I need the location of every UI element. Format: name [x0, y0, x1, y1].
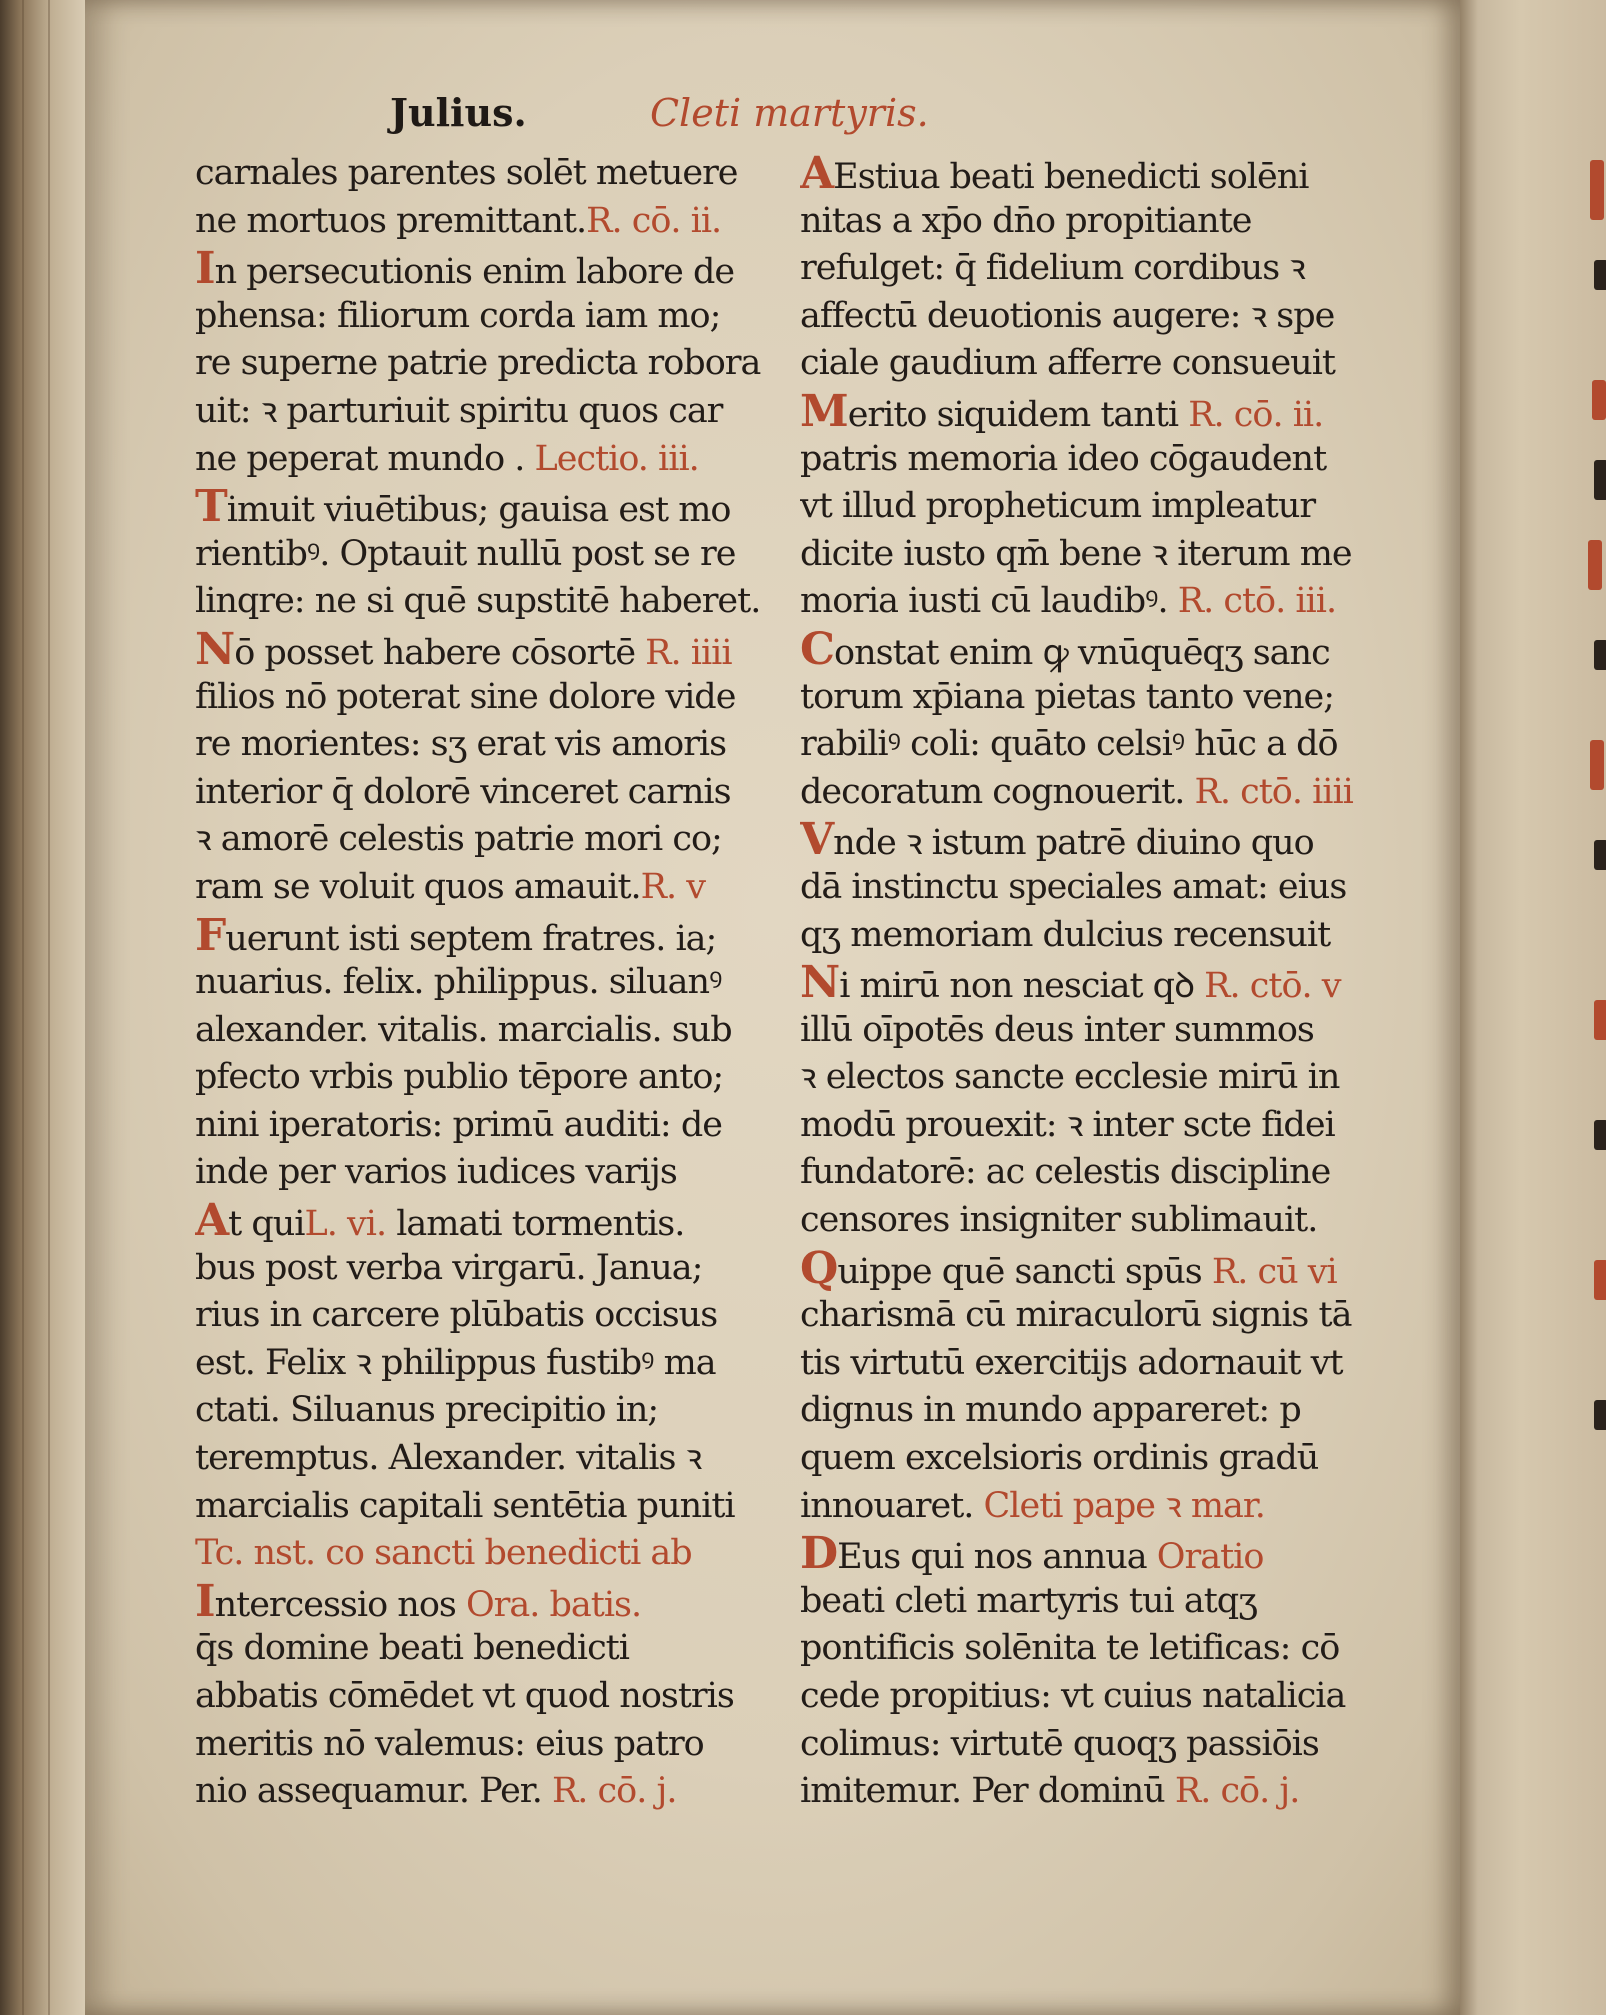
adjacent-page-text-mark: [1594, 840, 1606, 870]
body-text: qʒ memoriam dulcius recensuit: [800, 914, 1331, 955]
text-line: [195, 531, 785, 579]
text-line: [800, 959, 1390, 1007]
text-line: [800, 1578, 1390, 1626]
rubricated-initial: A: [195, 1197, 229, 1245]
body-text: phensa: filiorum corda iam mo;: [195, 295, 721, 336]
rubric-text: R. ctō. iiii: [1194, 771, 1353, 812]
adjacent-page-rubric-mark: [1590, 160, 1604, 220]
body-text: moria iusti cū laudibꝰ.: [800, 581, 1178, 622]
rubric-text: R. cō. j.: [1174, 1771, 1300, 1812]
text-line: [800, 721, 1390, 769]
body-text: filios nō poterat sine dolore vide: [195, 676, 736, 717]
text-line: [195, 340, 785, 388]
body-text: dicite iusto qm̄ bene ꝛ iterum me: [800, 533, 1352, 574]
body-text: ram se voluit quos amauit.: [195, 866, 641, 907]
rubricated-initial: D: [800, 1530, 838, 1578]
rubric-text: R. ctō. iii.: [1177, 581, 1337, 622]
body-text: bus post verba virgarū. Janua;: [195, 1247, 703, 1288]
rubricated-initial: C: [800, 625, 835, 674]
adjacent-page-text-mark: [1594, 640, 1606, 670]
rubric-text: R. cō. ii.: [1188, 394, 1324, 435]
text-line: [195, 483, 785, 531]
body-text: ctati. Siluanus precipitio in;: [195, 1390, 659, 1431]
body-text: erito siquidem tanti: [847, 394, 1189, 435]
adjacent-page-text-mark: [1594, 1120, 1606, 1150]
text-line: [195, 1578, 785, 1626]
rubricated-initial: I: [195, 1577, 215, 1626]
body-text: onstat enim ꝙ vnūquēqʒ sanc: [834, 632, 1330, 673]
text-line: [195, 150, 785, 198]
text-line: [195, 198, 785, 246]
rubricated-initial: M: [800, 387, 848, 436]
text-line: [195, 1340, 785, 1388]
text-line: [195, 1197, 785, 1245]
body-text: uippe quē sancti spūs: [837, 1251, 1212, 1292]
rubric-text: R. ctō. v: [1204, 966, 1341, 1007]
text-line: [800, 674, 1390, 722]
body-text: imuit viuētibus; gauisa est mo: [226, 490, 731, 531]
rubric-text: R. v: [640, 866, 706, 907]
text-line: [800, 1387, 1390, 1435]
text-line: [195, 721, 785, 769]
text-line: [800, 531, 1390, 579]
left-page-edge-inner: [48, 0, 50, 2015]
rubric-text: Oratio: [1156, 1537, 1264, 1578]
body-text: nde ꝛ istum patrē diuino quo: [833, 823, 1314, 864]
text-line: [195, 674, 785, 722]
text-line: [195, 436, 785, 484]
text-line: [800, 483, 1390, 531]
adjacent-page-rubric-mark: [1594, 1000, 1606, 1040]
text-line: [195, 912, 785, 960]
body-text: Eus qui nos annua: [837, 1537, 1157, 1578]
body-text: imitemur. Per dominū: [800, 1771, 1175, 1812]
text-line: [195, 1530, 785, 1578]
running-head-feast: Cleti martyris.: [649, 91, 929, 135]
body-text: ciale gaudium afferre consueuit: [800, 343, 1335, 384]
text-line: [800, 864, 1390, 912]
text-line: [800, 626, 1390, 674]
body-text: nini iperatoris: primū auditi: de: [195, 1104, 722, 1145]
text-line: [195, 1245, 785, 1293]
text-line: [195, 626, 785, 674]
body-text: dignus in mundo appareret: p: [800, 1390, 1301, 1431]
body-text: innouaret.: [800, 1485, 984, 1526]
body-text: q̄s domine beati benedicti: [195, 1628, 629, 1669]
body-text: n persecutionis enim labore de: [214, 252, 735, 293]
adjacent-page-rubric-mark: [1594, 1260, 1606, 1300]
text-line: [195, 293, 785, 341]
body-text: ꝛ amorē celestis patrie mori co;: [195, 819, 722, 860]
body-text: colimus: virtutē quoqʒ passiōis: [800, 1723, 1319, 1764]
body-text: affectū deuotionis augere: ꝛ spe: [800, 295, 1335, 336]
adjacent-page-text-mark: [1594, 260, 1606, 290]
body-text: ne mortuos premittant.: [195, 200, 587, 241]
body-text: est. Felix ꝛ philippus fustibꝰ ma: [195, 1342, 716, 1383]
text-line: [800, 245, 1390, 293]
text-line: [195, 864, 785, 912]
body-text: modū prouexit: ꝛ inter scte fidei: [800, 1104, 1335, 1145]
adjacent-page-rubric-mark: [1592, 380, 1606, 420]
text-line: [800, 1102, 1390, 1150]
body-text: decoratum cognouerit.: [800, 771, 1195, 812]
body-text: alexander. vitalis. marcialis. sub: [195, 1009, 732, 1050]
rubric-text: R. cū vi: [1211, 1251, 1337, 1292]
text-line: [800, 816, 1390, 864]
text-line: [195, 1768, 785, 1816]
text-line: [800, 293, 1390, 341]
body-text: teremptus. Alexander. vitalis ꝛ: [195, 1438, 702, 1479]
text-line: [195, 245, 785, 293]
rubricated-initial: N: [195, 625, 235, 674]
body-text: lamati tormentis.: [386, 1204, 685, 1245]
text-line: [800, 340, 1390, 388]
adjacent-page-edge: [1470, 0, 1606, 2015]
body-text: abbatis cōmēdet vt quod nostris: [195, 1676, 734, 1716]
adjacent-page-rubric-mark: [1590, 740, 1604, 790]
body-text: illū oīpotēs deus inter summos: [800, 1009, 1314, 1050]
text-line: [800, 1007, 1390, 1055]
text-line: [800, 1245, 1390, 1293]
body-text: t qui: [228, 1204, 305, 1245]
text-line: [800, 1625, 1390, 1673]
body-text: rabiliꝰ coli: quāto celsiꝰ hūc a dō: [800, 724, 1338, 765]
text-line: [800, 1197, 1390, 1245]
running-head: [390, 88, 929, 138]
body-text: meritis nō valemus: eius patro: [195, 1723, 704, 1764]
text-line: [800, 1530, 1390, 1578]
text-line: [195, 959, 785, 1007]
text-line: [195, 816, 785, 864]
body-text: vt illud propheticum impleatur: [800, 486, 1316, 527]
rubricated-initial: I: [195, 245, 215, 293]
body-text: rius in carcere plūbatis occisus: [195, 1295, 718, 1336]
text-line: [800, 1768, 1390, 1816]
text-line: [195, 1483, 785, 1531]
body-text: torum xp̄iana pietas tanto vene;: [800, 676, 1335, 717]
text-line: [800, 1483, 1390, 1531]
body-text: quem excelsioris ordinis gradū: [800, 1438, 1319, 1479]
body-text: re morientes: sʒ erat vis amoris: [195, 724, 727, 765]
rubric-text: Tc. nst. co sancti benedicti ab: [195, 1533, 692, 1574]
text-line: [800, 436, 1390, 484]
body-text: Estiua beati benedicti solēni: [833, 157, 1309, 197]
body-text: cede propitius: vt cuius natalicia: [800, 1676, 1346, 1716]
text-line: [800, 1292, 1390, 1340]
body-text: interior q̄ dolorē vinceret carnis: [195, 771, 731, 812]
rubricated-initial: T: [195, 483, 227, 531]
text-line: [195, 1387, 785, 1435]
body-text: pontificis solēnita te letificas: cō: [800, 1628, 1340, 1669]
adjacent-page-text-mark: [1594, 1400, 1606, 1430]
right-text-column: [800, 150, 1390, 1816]
body-text: tis virtutū exercitijs adornauit vt: [800, 1342, 1343, 1383]
text-line: [195, 1625, 785, 1673]
text-line: [800, 578, 1390, 626]
rubricated-initial: F: [195, 911, 226, 960]
body-text: re superne patrie predicta robora: [195, 343, 761, 384]
text-line: [800, 150, 1390, 198]
body-text: nitas a xp̄o dn̄o propitiante: [800, 200, 1252, 241]
rubricated-initial: A: [800, 150, 834, 198]
text-line: [800, 769, 1390, 817]
text-line: [195, 1673, 785, 1721]
body-text: beati cleti martyris tui atqʒ: [800, 1580, 1257, 1621]
body-text: pfecto vrbis publio tēpore anto;: [195, 1057, 724, 1098]
running-head-month: Julius.: [390, 90, 527, 135]
body-text: linqre: ne si quē supstitē haberet.: [195, 581, 761, 622]
text-line: [800, 912, 1390, 960]
rubric-text: Cleti pape ꝛ mar.: [983, 1485, 1265, 1526]
text-line: [800, 198, 1390, 246]
text-line: [195, 1007, 785, 1055]
rubric-text: R. cō. j.: [551, 1771, 677, 1812]
text-line: [800, 388, 1390, 436]
text-line: [800, 1054, 1390, 1102]
body-text: carnales parentes solēt metuere: [195, 153, 738, 193]
body-text: rientibꝰ. Optauit nullū post se re: [195, 533, 736, 574]
rubric-text: L. vi.: [304, 1204, 387, 1245]
text-line: [195, 1102, 785, 1150]
rubric-text: R. iiii: [645, 632, 732, 673]
body-text: ō posset habere cōsortē: [234, 632, 646, 673]
body-text: ꝛ electos sancte ecclesie mirū in: [800, 1057, 1340, 1098]
left-text-column: [195, 150, 785, 1816]
rubric-text: Ora. batis.: [465, 1584, 642, 1625]
body-text: i mirū non nesciat qꝺ: [839, 966, 1205, 1007]
body-text: fundatorē: ac celestis discipline: [800, 1152, 1331, 1193]
body-text: charismā cū miraculorū signis tā: [800, 1295, 1352, 1336]
body-text: dā instinctu speciales amat: eius: [800, 866, 1347, 907]
body-text: nuarius. felix. philippus. siluanꝰ: [195, 962, 722, 1003]
body-text: patris memoria ideo cōgaudent: [800, 438, 1327, 479]
text-line: [195, 1721, 785, 1769]
text-line: [800, 1673, 1390, 1721]
rubricated-initial: N: [800, 959, 840, 1007]
left-page-edge: [22, 0, 24, 2015]
rubric-text: R. cō. ii.: [586, 200, 722, 241]
text-line: [195, 578, 785, 626]
text-line: [195, 1054, 785, 1102]
adjacent-page-rubric-mark: [1588, 540, 1602, 590]
text-line: [800, 1435, 1390, 1483]
text-line: [800, 1149, 1390, 1197]
body-text: uit: ꝛ parturiuit spiritu quos car: [195, 390, 723, 431]
text-line: [195, 1292, 785, 1340]
rubricated-initial: Q: [800, 1244, 838, 1293]
body-text: ne peperat mundo .: [195, 438, 535, 479]
body-text: refulget: q̄ fidelium cordibus ꝛ: [800, 248, 1305, 289]
body-text: marcialis capitali sentētia puniti: [195, 1485, 735, 1526]
text-line: [800, 1721, 1390, 1769]
body-text: uerunt isti septem fratres. ia;: [225, 918, 717, 959]
text-line: [800, 1340, 1390, 1388]
text-line: [195, 1149, 785, 1197]
body-text: inde per varios iudices varijs: [195, 1152, 677, 1193]
rubric-text: Lectio. iii.: [534, 438, 699, 479]
text-line: [195, 388, 785, 436]
body-text: nio assequamur. Per.: [195, 1771, 552, 1812]
body-text: censores insigniter sublimauit.: [800, 1200, 1318, 1241]
text-line: [195, 1435, 785, 1483]
text-line: [195, 769, 785, 817]
adjacent-page-text-mark: [1594, 460, 1606, 500]
rubricated-initial: V: [800, 816, 834, 864]
body-text: ntercessio nos: [214, 1584, 466, 1625]
